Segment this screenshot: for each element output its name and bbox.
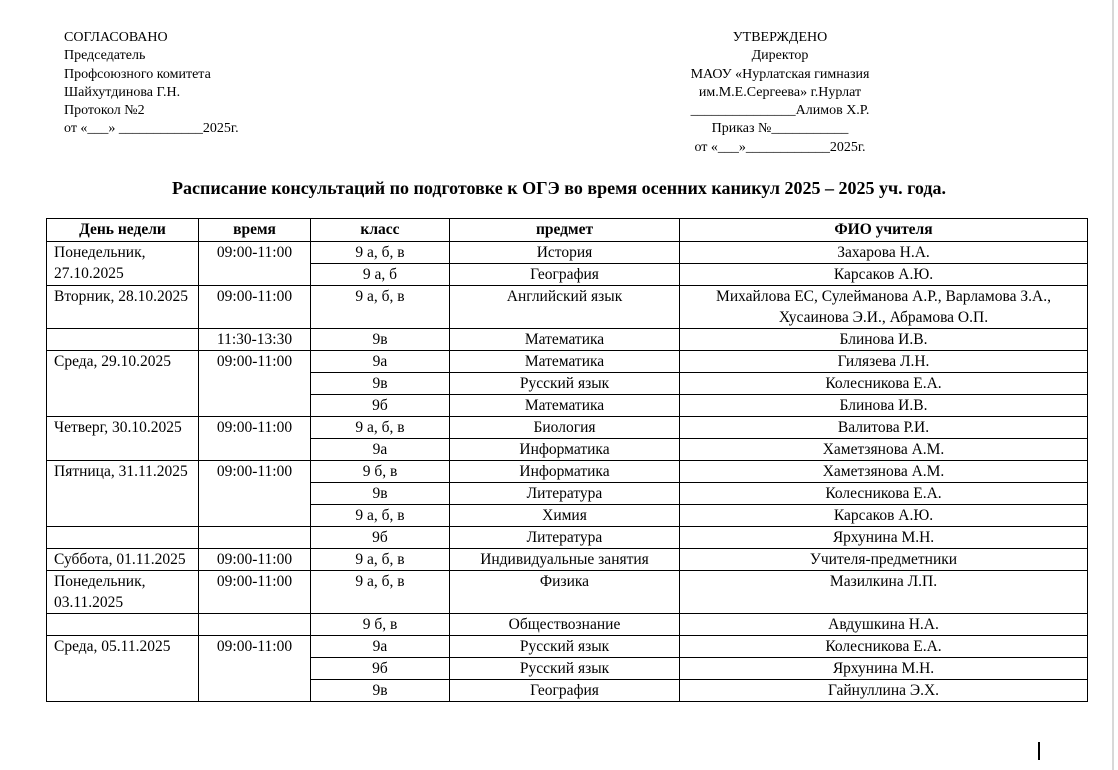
teacher-cell: Хаметзянова А.М. bbox=[680, 439, 1088, 461]
approval-right-block bbox=[640, 29, 920, 157]
time-cell: 09:00-11:00 bbox=[199, 549, 311, 571]
subject-cell: Информатика bbox=[450, 461, 680, 483]
approval-left-line: Протокол №2 bbox=[64, 103, 145, 119]
class-cell: 9а bbox=[311, 351, 450, 373]
table-row bbox=[47, 286, 1088, 329]
time-cell bbox=[199, 527, 311, 549]
table-row bbox=[47, 571, 1088, 614]
class-cell: 9 а, б, в bbox=[311, 242, 450, 264]
teacher-cell: Михайлова ЕС, Сулейманова А.Р., Варламова З.А., Хусаинова Э.И., Абрамова О.П. bbox=[680, 286, 1088, 329]
class-cell: 9 а, б, в bbox=[311, 549, 450, 571]
class-cell: 9а bbox=[311, 439, 450, 461]
subject-cell: Обществознание bbox=[450, 614, 680, 636]
time-cell: 09:00-11:00 bbox=[199, 571, 311, 614]
time-cell: 09:00-11:00 bbox=[199, 286, 311, 329]
time-cell: 09:00-11:00 bbox=[199, 417, 311, 461]
day-cell bbox=[47, 527, 199, 549]
teacher-cell: Колесникова Е.А. bbox=[680, 636, 1088, 658]
teacher-cell: Блинова И.В. bbox=[680, 329, 1088, 351]
document-title: Расписание консультаций по подготовке к ОГЭ во время осенних каникул 2025 – 2025 уч. года. bbox=[172, 178, 946, 198]
approval-left-line: Профсоюзного комитета bbox=[64, 66, 211, 82]
header-class: класс bbox=[311, 219, 450, 242]
table-row bbox=[47, 636, 1088, 658]
subject-cell: История bbox=[450, 242, 680, 264]
table-row bbox=[47, 614, 1088, 636]
subject-cell: Литература bbox=[450, 483, 680, 505]
approval-left-heading: СОГЛАСОВАНО bbox=[64, 30, 168, 45]
subject-cell: Индивидуальные занятия bbox=[450, 549, 680, 571]
table-row bbox=[47, 417, 1088, 439]
teacher-cell: Колесникова Е.А. bbox=[680, 483, 1088, 505]
subject-cell: География bbox=[450, 264, 680, 286]
class-cell: 9б bbox=[311, 395, 450, 417]
table-row bbox=[47, 242, 1088, 264]
subject-cell: Математика bbox=[450, 395, 680, 417]
class-cell: 9в bbox=[311, 329, 450, 351]
subject-cell: Английский язык bbox=[450, 286, 680, 329]
day-cell: Понедельник, 03.11.2025 bbox=[47, 571, 199, 614]
table-header-row bbox=[47, 219, 1088, 242]
approval-left-line: от «___» ____________2025г. bbox=[64, 121, 239, 137]
teacher-cell: Колесникова Е.А. bbox=[680, 373, 1088, 395]
subject-cell: Химия bbox=[450, 505, 680, 527]
table-row bbox=[47, 461, 1088, 483]
approval-left-block bbox=[64, 29, 239, 139]
class-cell: 9 а, б bbox=[311, 264, 450, 286]
class-cell: 9б bbox=[311, 658, 450, 680]
approval-right-line: от «___»____________2025г. bbox=[694, 139, 866, 155]
time-cell: 09:00-11:00 bbox=[199, 351, 311, 417]
day-cell: Понедельник, 27.10.2025 bbox=[47, 242, 199, 286]
day-cell bbox=[47, 614, 199, 636]
day-cell: Пятница, 31.11.2025 bbox=[47, 461, 199, 527]
day-cell: Вторник, 28.10.2025 bbox=[47, 286, 199, 329]
day-cell bbox=[47, 329, 199, 351]
day-cell: Среда, 29.10.2025 bbox=[47, 351, 199, 417]
subject-cell: Физика bbox=[450, 571, 680, 614]
header-day: День недели bbox=[47, 219, 199, 242]
teacher-cell: Хаметзянова А.М. bbox=[680, 461, 1088, 483]
class-cell: 9в bbox=[311, 373, 450, 395]
table-row bbox=[47, 527, 1088, 549]
header-subject: предмет bbox=[450, 219, 680, 242]
subject-cell: Литература bbox=[450, 527, 680, 549]
approval-left-line: Шайхутдинова Г.Н. bbox=[64, 84, 181, 100]
class-cell: 9 б, в bbox=[311, 461, 450, 483]
subject-cell: Математика bbox=[450, 329, 680, 351]
teacher-cell: Ярхунина М.Н. bbox=[680, 658, 1088, 680]
teacher-cell: Гилязева Л.Н. bbox=[680, 351, 1088, 373]
teacher-cell: Авдушкина Н.А. bbox=[680, 614, 1088, 636]
approval-right-line: _______________Алимов Х.Р. bbox=[690, 103, 870, 119]
teacher-cell: Учителя-предметники bbox=[680, 549, 1088, 571]
approval-right-heading: УТВЕРЖДЕНО bbox=[732, 30, 828, 45]
teacher-cell: Захарова Н.А. bbox=[680, 242, 1088, 264]
approval-left-line: Председатель bbox=[64, 48, 146, 64]
teacher-cell: Карсаков А.Ю. bbox=[680, 505, 1088, 527]
time-cell: 09:00-11:00 bbox=[199, 636, 311, 702]
header-teacher: ФИО учителя bbox=[680, 219, 1088, 242]
day-cell: Среда, 05.11.2025 bbox=[47, 636, 199, 702]
approval-right-line: им.М.Е.Сергеева» г.Нурлат bbox=[698, 84, 862, 100]
subject-cell: Информатика bbox=[450, 439, 680, 461]
day-cell: Суббота, 01.11.2025 bbox=[47, 549, 199, 571]
class-cell: 9 а, б, в bbox=[311, 286, 450, 329]
approval-right-line: Приказ №___________ bbox=[711, 121, 849, 137]
subject-cell: Математика bbox=[450, 351, 680, 373]
schedule-table bbox=[46, 218, 1088, 702]
subject-cell: Русский язык bbox=[450, 373, 680, 395]
subject-cell: Русский язык bbox=[450, 658, 680, 680]
time-cell: 09:00-11:00 bbox=[199, 461, 311, 527]
time-cell bbox=[199, 614, 311, 636]
text-cursor bbox=[1038, 742, 1040, 760]
table-row bbox=[47, 549, 1088, 571]
class-cell: 9 а, б, в bbox=[311, 571, 450, 614]
header-time: время bbox=[199, 219, 311, 242]
approval-right-line: Директор bbox=[751, 48, 809, 64]
teacher-cell: Валитова Р.И. bbox=[680, 417, 1088, 439]
class-cell: 9в bbox=[311, 680, 450, 702]
teacher-cell: Мазилкина Л.П. bbox=[680, 571, 1088, 614]
approval-right-line: МАОУ «Нурлатская гимназия bbox=[690, 66, 870, 82]
table-body bbox=[47, 242, 1088, 702]
table-row bbox=[47, 329, 1088, 351]
subject-cell: География bbox=[450, 680, 680, 702]
class-cell: 9 б, в bbox=[311, 614, 450, 636]
teacher-cell: Карсаков А.Ю. bbox=[680, 264, 1088, 286]
table-row bbox=[47, 351, 1088, 373]
subject-cell: Русский язык bbox=[450, 636, 680, 658]
subject-cell: Биология bbox=[450, 417, 680, 439]
scrollbar[interactable] bbox=[1112, 0, 1114, 770]
class-cell: 9а bbox=[311, 636, 450, 658]
time-cell: 09:00-11:00 bbox=[199, 242, 311, 286]
teacher-cell: Блинова И.В. bbox=[680, 395, 1088, 417]
teacher-cell: Гайнуллина Э.Х. bbox=[680, 680, 1088, 702]
teacher-cell: Ярхунина М.Н. bbox=[680, 527, 1088, 549]
class-cell: 9 а, б, в bbox=[311, 417, 450, 439]
class-cell: 9б bbox=[311, 527, 450, 549]
class-cell: 9 а, б, в bbox=[311, 505, 450, 527]
class-cell: 9в bbox=[311, 483, 450, 505]
time-cell: 11:30-13:30 bbox=[199, 329, 311, 351]
day-cell: Четверг, 30.10.2025 bbox=[47, 417, 199, 461]
